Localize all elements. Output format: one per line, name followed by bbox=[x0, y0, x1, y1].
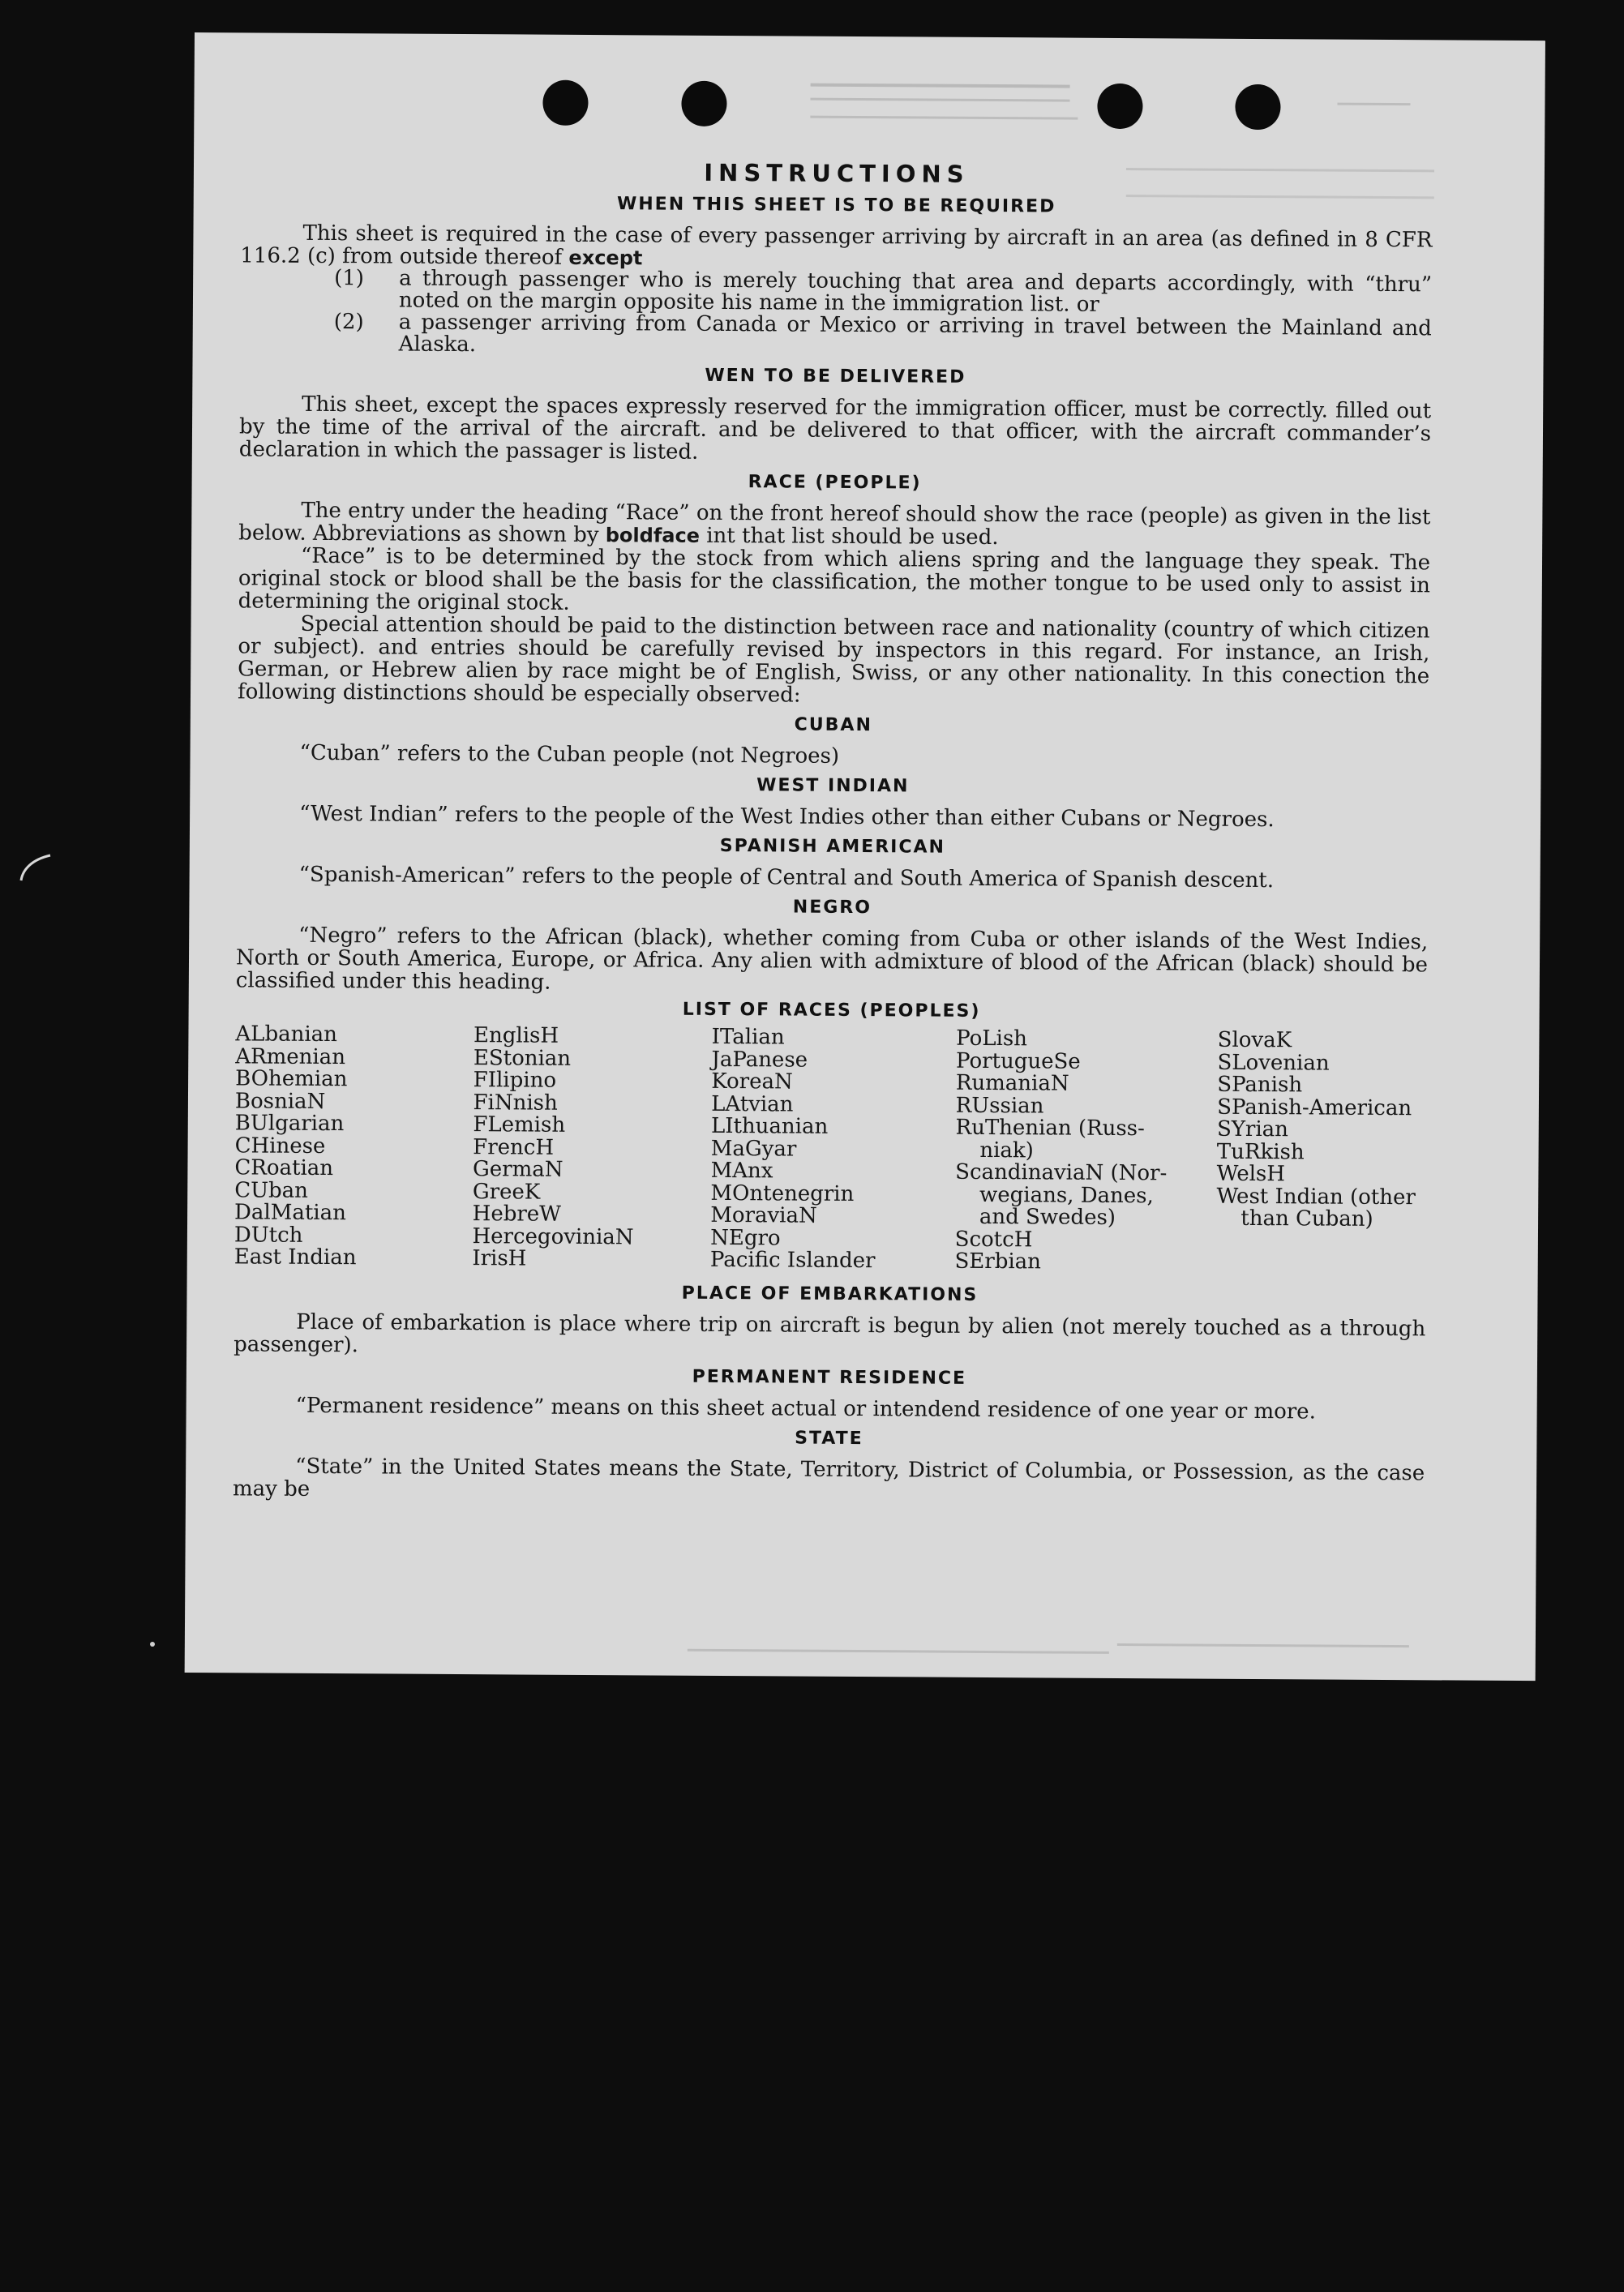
race-list-item: FIlipino bbox=[473, 1068, 557, 1093]
paragraph: “State” in the United States means the State, Territory, District of Columbia, or Possession, as the case may be bbox=[232, 1454, 1425, 1502]
page-title: INSTRUCTIONS bbox=[704, 158, 970, 188]
race-list-item: ScotcH bbox=[954, 1227, 1033, 1252]
race-list-item: SErbian bbox=[954, 1249, 1042, 1275]
race-list-item: MoraviaN bbox=[710, 1202, 817, 1228]
race-list-item: EStonian bbox=[473, 1045, 572, 1071]
race-list-item: KoreaN bbox=[711, 1069, 793, 1095]
race-list-item: SPanish-American bbox=[1217, 1095, 1412, 1120]
paragraph: “West Indian” refers to the people of the West Indies other than either Cubans or Negroes. bbox=[299, 801, 1275, 833]
race-list-item: ALbanian bbox=[235, 1022, 338, 1047]
race-list-item: GermaN bbox=[472, 1157, 563, 1182]
race-list-item: NEgro bbox=[710, 1225, 781, 1250]
race-list-item: West Indian (other bbox=[1216, 1184, 1416, 1210]
paragraph: This sheet, except the spaces expressly reserved for the immigration officer, must be correctly. filled out by the time of the arrival of the aircraft. and be delivered to that officer, with the aircraft commander’s declaration in which the passager is listed. bbox=[238, 392, 1432, 465]
race-list-item: SYrian bbox=[1216, 1116, 1289, 1142]
list-item: (2) a passenger arriving from Canada or Mexico or arriving in travel between the Mainland and Alaska. bbox=[333, 310, 1432, 358]
race-list-item: wegians, Danes, bbox=[979, 1182, 1154, 1208]
race-list-item: FrencH bbox=[473, 1134, 555, 1160]
section-heading: WHEN THIS SHEET IS TO BE REQUIRED bbox=[616, 194, 1056, 217]
race-list-item: WelsH bbox=[1216, 1161, 1286, 1187]
section-heading: SPANISH AMERICAN bbox=[719, 835, 946, 858]
race-list-item: LAtvian bbox=[711, 1091, 794, 1117]
race-list-item: TuRkish bbox=[1216, 1139, 1305, 1164]
race-list-item: MaGyar bbox=[710, 1136, 797, 1162]
paragraph: The entry under the heading “Race” on the front hereof should show the race (people) as given in the list below. Abbreviations as shown by boldface int that list should be used. bbox=[238, 498, 1431, 551]
race-list-item: PortugueSe bbox=[955, 1048, 1081, 1074]
list-item: (1) a through passenger who is merely touching that area and departs accordingly, with “thru” noted on the margin opposite his name in the immigration list. or bbox=[334, 266, 1433, 317]
race-list-item: RUssian bbox=[955, 1093, 1044, 1118]
race-list-item: RumaniaN bbox=[955, 1070, 1069, 1096]
race-list-item: LIthuanian bbox=[710, 1113, 829, 1139]
race-list-item: SlovaK bbox=[1217, 1027, 1292, 1053]
scan-artifact-dot bbox=[150, 1642, 155, 1647]
race-list-item: BosniaN bbox=[234, 1088, 326, 1114]
paragraph: “Cuban” refers to the Cuban people (not Negroes) bbox=[299, 740, 840, 769]
paragraph: “Race” is to be determined by the stock from which aliens spring and the language they speak. The original stock or blood shall be the basis for the classification, the mother tongue to be used only to assist in determining the original stock. bbox=[238, 543, 1431, 615]
race-list-item: FLemish bbox=[473, 1112, 566, 1137]
section-heading: CUBAN bbox=[794, 714, 872, 736]
paragraph: Place of embarkation is place where trip on aircraft is begun by alien (not merely touched as a through passenger). bbox=[234, 1309, 1426, 1357]
race-list-item: niak) bbox=[979, 1137, 1034, 1163]
race-list-item: BUlgarian bbox=[234, 1111, 345, 1137]
paragraph: “Negro” refers to the African (black), whether coming from Cuba or other islands of the West Indies, North or South America, Europe, or Africa. Any alien with admixture of blood of the African (black) should be classified under this heading. bbox=[235, 923, 1429, 995]
race-list-item: EnglisH bbox=[473, 1023, 559, 1048]
race-list-item: CRoatian bbox=[234, 1155, 334, 1181]
scan-artifact-mark bbox=[21, 855, 50, 880]
section-heading: LIST OF RACES (PEOPLES) bbox=[682, 999, 981, 1022]
race-list-item: FiNnish bbox=[473, 1090, 558, 1116]
race-list-item: IrisH bbox=[472, 1246, 527, 1271]
race-list-item: DalMatian bbox=[234, 1200, 346, 1226]
race-list-item: CUban bbox=[234, 1177, 309, 1203]
race-list-item: MAnx bbox=[710, 1158, 773, 1184]
race-list-item: DUtch bbox=[234, 1222, 303, 1248]
race-list-item: ARmenian bbox=[235, 1043, 346, 1069]
race-list-item: East Indian bbox=[234, 1245, 357, 1270]
section-heading: WEST INDIAN bbox=[756, 775, 910, 797]
race-list-item: and Swedes) bbox=[979, 1204, 1116, 1230]
section-heading: NEGRO bbox=[792, 897, 872, 919]
section-heading: RACE (PEOPLE) bbox=[748, 472, 922, 494]
bold-text: boldface bbox=[605, 524, 701, 547]
paragraph: Special attention should be paid to the distinction between race and nationality (country of which citizen or subject). and entries should be carefully revised by inspectors in this regard. For instance, an Irish, German, or Hebrew alien by race might be of English, Swiss, or any other nationality. In this conection the following distinctions should be especially observed: bbox=[237, 611, 1430, 708]
section-heading: STATE bbox=[795, 1428, 863, 1449]
race-list-item: HercegoviniaN bbox=[472, 1223, 634, 1249]
section-heading: PERMANENT RESIDENCE bbox=[692, 1366, 967, 1389]
race-list-item: JaPanese bbox=[711, 1047, 808, 1073]
section-heading: WEN TO BE DELIVERED bbox=[705, 365, 966, 388]
bold-text: except bbox=[568, 246, 643, 270]
race-list-item: BOhemian bbox=[235, 1066, 348, 1092]
race-list-item: SPanish bbox=[1217, 1072, 1303, 1098]
section-heading: PLACE OF EMBARKATIONS bbox=[681, 1283, 979, 1305]
race-list-item: PoLish bbox=[956, 1026, 1028, 1052]
race-list-item: MOntenegrin bbox=[710, 1180, 855, 1206]
race-list-item: HebreW bbox=[472, 1202, 562, 1227]
paragraph: “Spanish-American” refers to the people of Central and South America of Spanish descent. bbox=[298, 862, 1275, 893]
race-list-item: CHinese bbox=[234, 1133, 326, 1159]
race-list-item: than Cuban) bbox=[1240, 1206, 1373, 1232]
race-list-item: ScandinaviaN (Nor- bbox=[955, 1159, 1168, 1186]
race-list-item: RuThenian (Russ- bbox=[955, 1115, 1145, 1142]
race-list-item: GreeK bbox=[472, 1179, 541, 1205]
race-list-item: Pacific Islander bbox=[709, 1247, 876, 1274]
paragraph: “Permanent residence” means on this sheet actual or intendend residence of one year or more. bbox=[295, 1393, 1316, 1424]
race-list-item: SLovenian bbox=[1217, 1050, 1330, 1076]
paragraph: This sheet is required in the case of every passenger arriving by aircraft in an area (as defined in 8 CFR 116.2 (c) from outside thereof except bbox=[240, 221, 1433, 270]
race-list-item: ITalian bbox=[711, 1024, 785, 1050]
